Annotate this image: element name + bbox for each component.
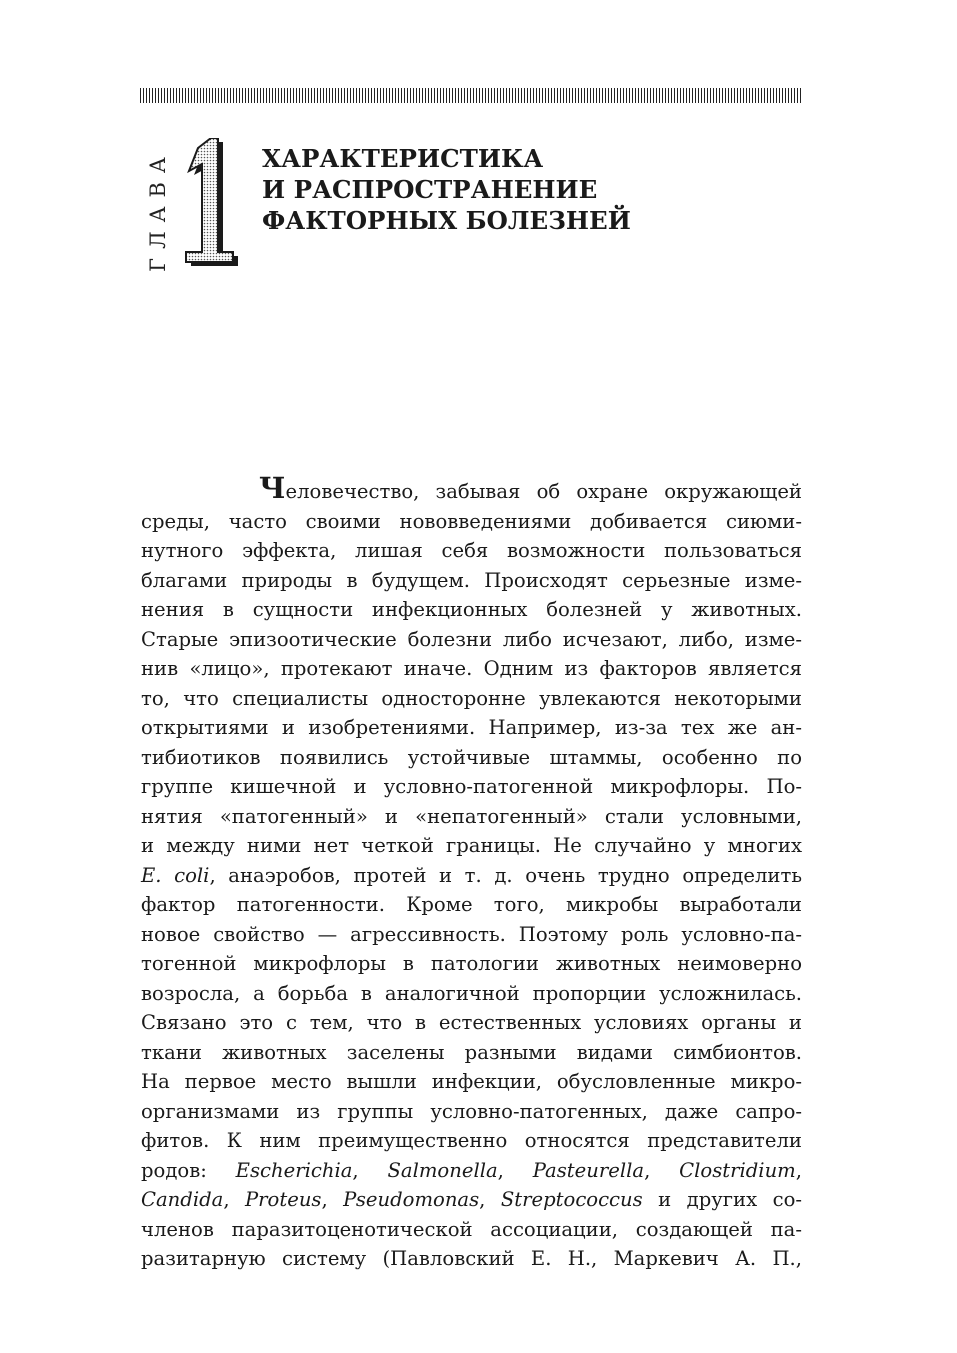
text-line: среды, часто своими нововведениями добивается сиюми- — [141, 509, 802, 533]
text-line: организмами из группы условно-патогенных, даже сапро- — [141, 1099, 802, 1123]
chapter-title-line: ФАКТОРНЫХ БОЛЕЗНЕЙ — [262, 206, 631, 235]
text-line: благами природы в будущем. Происходят серьезные изме- — [141, 568, 802, 592]
chapter-title-line: ХАРАКТЕРИСТИКА — [262, 144, 544, 173]
text-line — [141, 1156, 802, 1186]
text-line-content: , анаэробов, протей и т. д. очень трудно определить — [209, 863, 802, 887]
text-line: возросла, а борьба в аналогичной пропорции усложнилась. — [141, 981, 802, 1005]
text-line: группе кишечной и условно-патогенной микрофлоры. По- — [141, 775, 802, 798]
separator: , — [352, 1158, 388, 1182]
decorative-header-rule — [140, 88, 803, 103]
text-line: Старые эпизоотические болезни либо исчезают, либо, изме- — [141, 627, 802, 651]
chapter-label-text: ГЛАВА — [146, 148, 170, 272]
text-line: Связано это с тем, что в естественных условиях органы и — [141, 1011, 802, 1034]
italic-term: E. coli — [141, 863, 210, 887]
italic-term: Clostridium — [679, 1158, 796, 1182]
text-line: членов паразитоценотической ассоциации, создающей па- — [141, 1217, 802, 1241]
text-line: новое свойство — агрессивность. Поэтому роль условно-па- — [141, 922, 802, 946]
text-line: то, что специалисты односторонне увлекаются некоторыми — [141, 686, 802, 710]
text-line — [141, 861, 802, 891]
separator: , — [223, 1188, 245, 1211]
text-line: открытиями и изобретениями. Например, из-за тех же ан- — [141, 716, 802, 739]
text-line: фактор патогенности. Кроме того, микробы выработали — [141, 893, 802, 916]
text-line — [141, 471, 802, 507]
text-line: тогенной микрофлоры в патологии животных неимоверно — [141, 952, 802, 975]
chapter-label — [140, 150, 176, 270]
separator: , — [497, 1158, 533, 1182]
italic-term: Escherichia — [235, 1158, 353, 1182]
body-paragraph — [141, 471, 802, 1274]
text-line: фитов. К ним преимущественно относятся представители — [141, 1129, 802, 1152]
italic-term: Salmonella — [387, 1158, 498, 1182]
drop-cap: Ч — [259, 471, 286, 505]
italic-term: Candida — [141, 1188, 224, 1211]
text-line: и между ними нет четкой границы. Не случайно у многих — [141, 834, 802, 857]
chapter-number — [176, 138, 242, 270]
separator: , — [795, 1158, 802, 1182]
text-line: нутного эффекта, лишая себя возможности пользоваться — [141, 539, 802, 562]
text-line: разитарную систему (Павловский Е. Н., Маркевич А. П., — [141, 1247, 802, 1270]
text-line: тибиотиков появились устойчивые штаммы, особенно по — [141, 745, 802, 769]
separator: , — [321, 1188, 344, 1211]
text-line: На первое место вышли инфекции, обусловленные микро- — [141, 1070, 802, 1093]
text-line: нив «лицо», протекают иначе. Одним из факторов является — [141, 657, 802, 680]
separator: , — [644, 1158, 680, 1182]
text-line — [141, 1185, 802, 1215]
chapter-title-line: И РАСПРОСТРАНЕНИЕ — [262, 175, 598, 204]
italic-term: Streptococcus — [500, 1188, 643, 1211]
text-line-content: еловечество, забывая об охране окружающей — [285, 480, 802, 503]
text-line: нятия «патогенный» и «непатогенный» стали условными, — [141, 804, 802, 828]
italic-term: Pasteurella — [532, 1158, 645, 1182]
italic-term: Pseudomonas — [343, 1188, 480, 1211]
chapter-title — [262, 143, 682, 236]
text-line: ткани животных заселены разными видами симбионтов. — [141, 1040, 802, 1064]
text-line-content: и других со- — [642, 1188, 802, 1211]
chapter-number-text: 1 — [176, 138, 177, 139]
text-line: нения в сущности инфекционных болезней у животных. — [141, 598, 802, 621]
text-line-content: родов: — [141, 1158, 236, 1182]
italic-term: Proteus — [245, 1188, 322, 1211]
separator: , — [479, 1188, 501, 1211]
